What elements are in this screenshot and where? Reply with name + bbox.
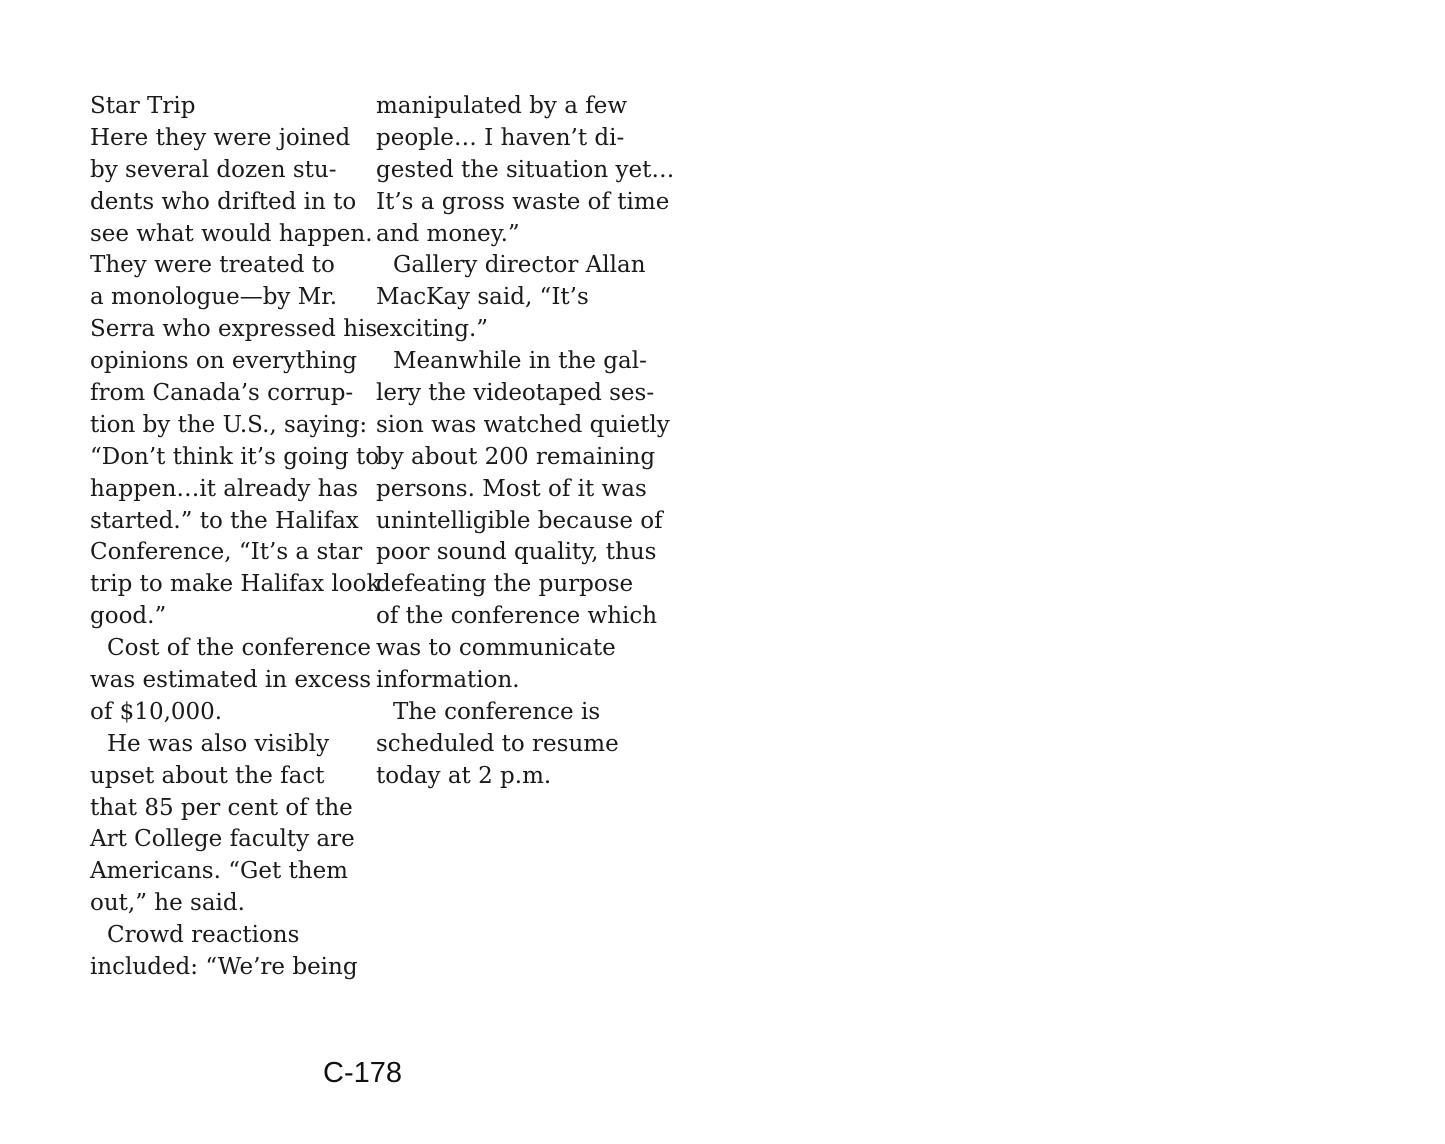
text-line: lery the videotaped ses-	[376, 380, 655, 407]
article-heading: Star Trip	[90, 93, 196, 119]
paragraph-start-line: He was also visibly	[107, 730, 330, 757]
text-line: included: “We’re being	[90, 954, 358, 981]
text-line: was to communicate	[376, 635, 616, 662]
text-line: tion by the U.S., saying:	[90, 411, 368, 438]
text-line: see what would happen.	[90, 220, 373, 247]
text-line: dents who drifted in to	[90, 188, 357, 215]
page-number: C-178	[323, 1057, 402, 1089]
text-line: poor sound quality, thus	[376, 539, 657, 566]
article-column-right	[376, 91, 675, 793]
text-line: Here they were joined	[90, 124, 351, 151]
text-line: Americans. “Get them	[90, 858, 348, 885]
text-line: by about 200 remaining	[376, 443, 656, 470]
text-line: upset about the fact	[90, 762, 325, 789]
text-line: out,” he said.	[90, 890, 245, 917]
text-line: and money.”	[376, 220, 520, 247]
text-line: defeating the purpose	[376, 571, 634, 598]
paragraph-start-line: Gallery director Allan	[393, 252, 646, 279]
text-line: It’s a gross waste of time	[376, 188, 670, 215]
text-line: a monologue—by Mr.	[90, 284, 338, 311]
text-line: good.”	[90, 603, 167, 630]
text-line: sion was watched quietly	[376, 411, 670, 438]
text-line: of $10,000.	[90, 698, 223, 725]
text-line: Conference, “It’s a star	[90, 539, 363, 566]
text-line: unintelligible because of	[376, 507, 663, 534]
text-line: happen…it already has	[90, 475, 359, 502]
text-line: started.” to the Halifax	[90, 507, 359, 534]
paragraph-start-line: Cost of the conference	[107, 635, 372, 662]
text-line: Serra who expressed his	[90, 316, 378, 343]
paragraph-start-line: Crowd reactions	[107, 922, 300, 949]
text-line: today at 2 p.m.	[376, 762, 552, 789]
text-line: information.	[376, 667, 520, 694]
text-line: “Don’t think it’s going to	[90, 443, 380, 470]
paragraph-start-line: The conference is	[393, 698, 601, 725]
text-line: gested the situation yet…	[376, 156, 675, 183]
text-line: people… I haven’t di-	[376, 124, 625, 151]
text-line: trip to make Halifax look	[90, 571, 381, 598]
article-column-left	[90, 91, 381, 984]
text-line: scheduled to resume	[376, 730, 619, 757]
text-line: from Canada’s corrup-	[90, 380, 354, 407]
text-line: exciting.”	[376, 316, 489, 343]
text-line: opinions on everything	[90, 348, 357, 375]
text-line: that 85 per cent of the	[90, 794, 353, 821]
paragraph-start-line: Meanwhile in the gal-	[393, 348, 647, 375]
text-line: They were treated to	[90, 252, 335, 279]
text-line: was estimated in excess	[90, 667, 372, 694]
text-line: MacKay said, “It’s	[376, 284, 589, 311]
text-line: by several dozen stu-	[90, 156, 337, 183]
text-line: of the conference which	[376, 603, 658, 630]
text-line: manipulated by a few	[376, 93, 628, 119]
text-line: Art College faculty are	[90, 826, 355, 853]
text-line: persons. Most of it was	[376, 475, 647, 502]
